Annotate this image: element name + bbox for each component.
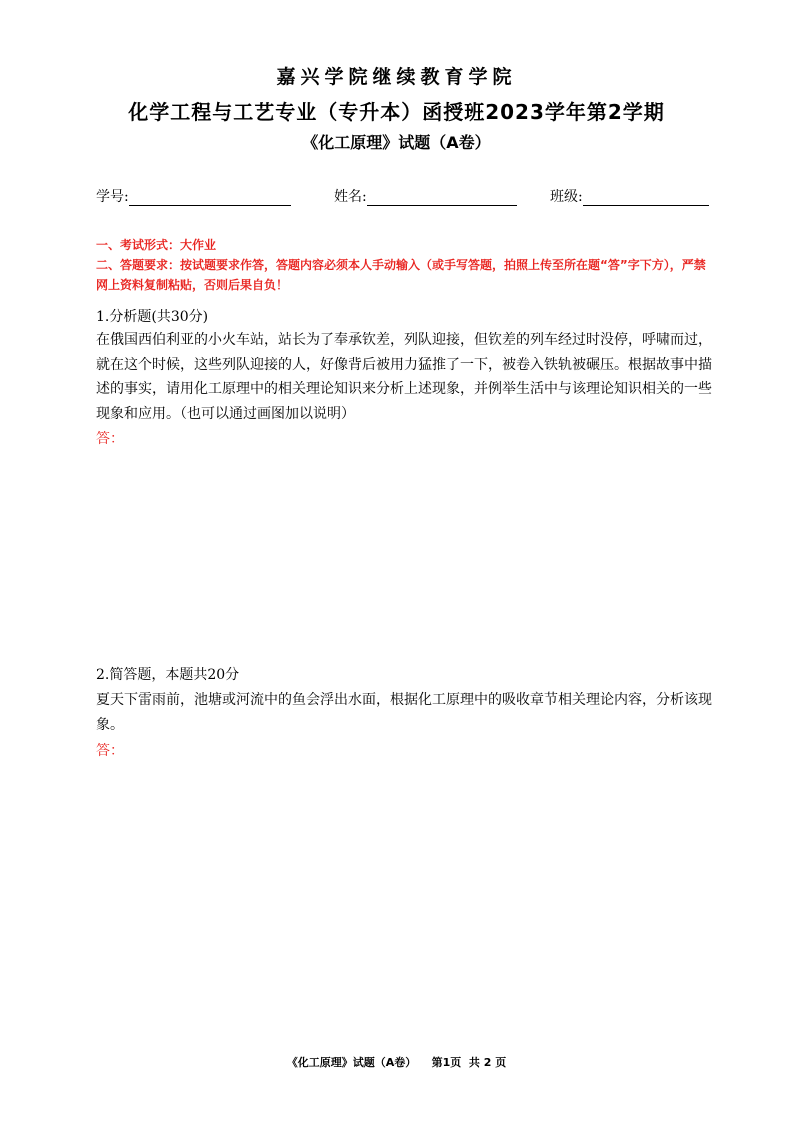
question-2-answer-area[interactable] — [96, 764, 712, 1034]
question-1-title: 1.分析题(共30分) — [96, 309, 209, 325]
exam-format-notice: 一、考试形式：大作业 — [96, 238, 217, 252]
student-id-line[interactable] — [129, 188, 291, 206]
student-id-label: 学号: — [96, 189, 129, 205]
name-label: 姓名: — [334, 189, 367, 205]
question-2-answer-label: 答： — [96, 743, 124, 759]
question-2-title: 2.简答题，本题共20分 — [96, 667, 240, 683]
name-line[interactable] — [367, 188, 517, 206]
page-footer: 《化工原理》试题（A卷） 第1页 共 2 页 — [286, 1056, 507, 1069]
question-1-body: 在俄国西伯利亚的小火车站，站长为了奉承钦差，列队迎接，但钦差的列车经过时没停，呼啸而过，就在这个时候，这些列队迎接的人，好像背后被用力猛推了一下，被卷入铁轨被碾压。根据故事中描述的事实，请用化工原理中的相关理论知识来分析上述现象，并例举生活中与该理论知识相关的一些现象和应用。（也可以通过画图加以说明） — [96, 332, 712, 422]
student-id-field[interactable] — [96, 186, 291, 206]
school-title: 嘉兴学院继续教育学院 — [276, 66, 517, 88]
class-field[interactable] — [550, 186, 709, 206]
name-field[interactable] — [334, 186, 517, 206]
question-1-answer-label: 答： — [96, 431, 124, 447]
answer-requirements-notice: 二、答题要求：按试题要求作答，答题内容必须本人手动输入（或手写答题，拍照上传至所在题“答”字下方），严禁网上资料复制粘贴，否则后果自负！ — [96, 258, 706, 292]
class-label: 班级: — [550, 189, 583, 205]
class-line[interactable] — [583, 188, 709, 206]
student-info-row — [96, 186, 716, 208]
exam-title: 化学工程与工艺专业（专升本）函授班2023学年第2学期 — [128, 100, 665, 124]
question-1-answer-area[interactable] — [96, 452, 712, 652]
paper-title: 《化工原理》试题（A卷） — [302, 133, 491, 152]
question-2-body: 夏天下雷雨前，池塘或河流中的鱼会浮出水面，根据化工原理中的吸收章节相关理论内容，分析该现象。 — [96, 692, 712, 733]
